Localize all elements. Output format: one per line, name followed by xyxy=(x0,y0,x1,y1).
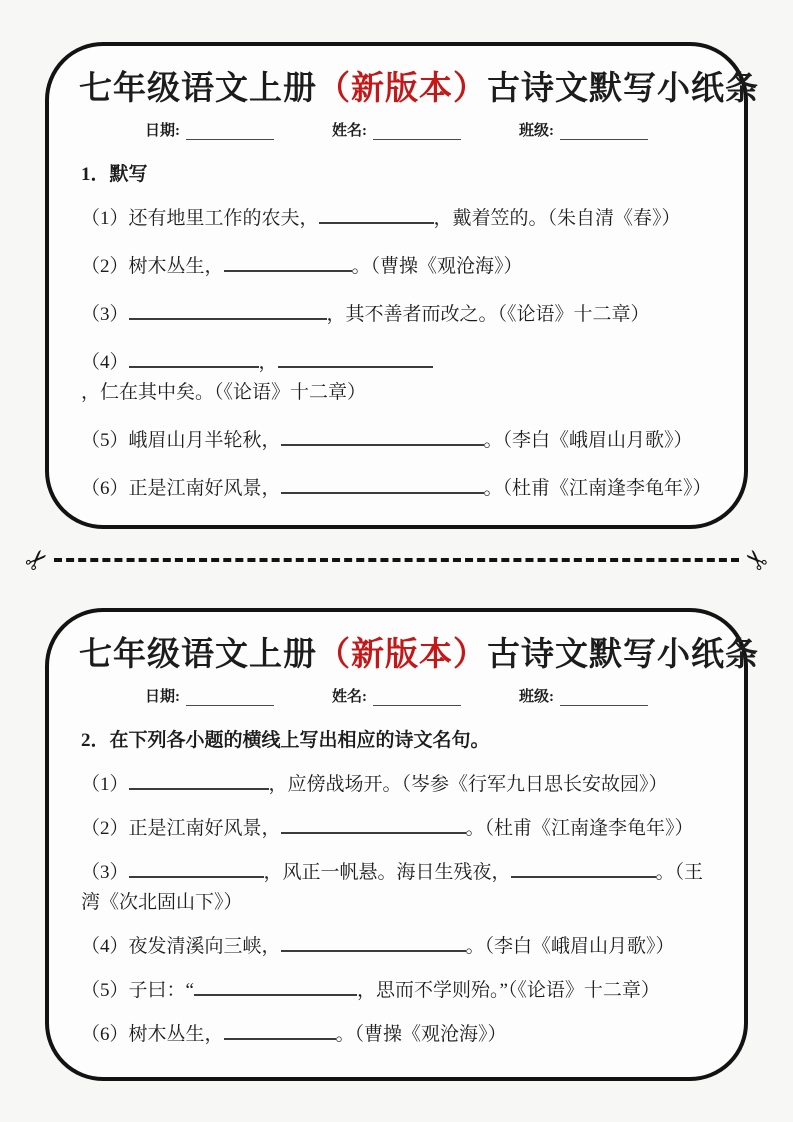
class-label: 班级: xyxy=(519,122,554,139)
question-text: （4）夜发清溪向三峡， xyxy=(81,935,281,957)
title-part-1: 七年级语文上册 xyxy=(79,71,317,107)
question-list-1 xyxy=(79,204,714,504)
date-field xyxy=(145,685,274,706)
section-title-2: 2．在下列各小题的横线上写出相应的诗文名句。 xyxy=(81,729,490,751)
question-text: （5）峨眉山月半轮秋， xyxy=(81,429,281,451)
worksheet-title xyxy=(79,636,759,676)
answer-blank xyxy=(281,815,466,834)
answer-blank xyxy=(281,933,466,952)
class-label: 班级: xyxy=(519,688,554,705)
title-part-edition: （新版本） xyxy=(317,637,487,673)
class-field xyxy=(519,119,648,140)
question-text: （1） xyxy=(81,773,129,795)
question-text: ，其不善者而改之。（《论语》十二章） xyxy=(326,303,650,325)
title-part-2: 古诗文默写小纸条 xyxy=(487,637,759,673)
question-text: （2）树木丛生， xyxy=(81,255,224,277)
question-line xyxy=(81,474,714,504)
question-text: （5）子曰：“ xyxy=(81,979,194,1001)
answer-blank xyxy=(319,205,434,224)
question-text: 。（王湾《次北固山下》） xyxy=(81,861,704,913)
answer-blank xyxy=(129,349,259,368)
answer-blank xyxy=(224,253,352,272)
question-line xyxy=(81,932,714,962)
name-field xyxy=(332,685,461,706)
question-line xyxy=(81,348,714,408)
question-text: （1）还有地里工作的农夫， xyxy=(81,207,319,229)
question-text: 。（杜甫《江南逢李龟年》） xyxy=(465,817,694,839)
question-list-2 xyxy=(79,770,714,1050)
question-line xyxy=(81,814,714,844)
question-text: ，思而不学则殆。”（《论语》十二章） xyxy=(356,979,660,1001)
class-field xyxy=(519,685,648,706)
date-blank-line xyxy=(186,124,274,140)
answer-blank xyxy=(129,771,269,790)
title-part-2: 古诗文默写小纸条 xyxy=(487,71,759,107)
question-text: 。（李白《峨眉山月歌》） xyxy=(483,429,693,451)
section-title-1: 1．默写 xyxy=(81,163,148,185)
question-text: ， xyxy=(258,351,278,373)
meta-row xyxy=(79,685,714,706)
name-blank-line xyxy=(373,124,461,140)
worksheet-card-2 xyxy=(45,608,759,1081)
name-label: 姓名: xyxy=(332,688,367,705)
question-text: ，仁在其中矣。（《论语》十二章） xyxy=(81,381,367,403)
answer-blank xyxy=(129,301,327,320)
question-text: ，戴着笠的。（朱自清《春》） xyxy=(433,207,681,229)
cut-divider xyxy=(18,541,775,579)
question-text: ，风正一帆悬。海日生残夜， xyxy=(263,861,511,883)
question-line xyxy=(81,770,714,800)
question-text: 。（曹操《观沧海》） xyxy=(335,1023,507,1045)
question-line xyxy=(81,858,714,918)
name-blank-line xyxy=(373,690,461,706)
scissors-icon: ✂ xyxy=(737,541,775,579)
question-text: （3） xyxy=(81,303,129,325)
question-text: （6）正是江南好风景， xyxy=(81,477,281,499)
question-text: 。（曹操《观沧海》） xyxy=(351,255,523,277)
question-line xyxy=(81,1020,714,1050)
question-text: （3） xyxy=(81,861,129,883)
class-blank-line xyxy=(560,690,648,706)
answer-blank xyxy=(129,859,264,878)
name-field xyxy=(332,119,461,140)
question-line xyxy=(81,976,714,1006)
worksheet-card-1 xyxy=(45,42,759,529)
answer-blank xyxy=(281,427,484,446)
dashed-cut-line xyxy=(54,558,740,562)
question-line xyxy=(81,252,714,282)
answer-blank xyxy=(281,475,484,494)
date-field xyxy=(145,119,274,140)
meta-row xyxy=(79,119,714,140)
name-label: 姓名: xyxy=(332,122,367,139)
question-text: （4） xyxy=(81,351,129,373)
question-text: ，应傍战场开。（岑参《行军九日思长安故园》） xyxy=(268,773,668,795)
worksheet-title xyxy=(79,70,759,110)
title-part-1: 七年级语文上册 xyxy=(79,637,317,673)
question-line xyxy=(81,204,714,234)
question-line xyxy=(81,300,714,330)
scissors-icon: ✂ xyxy=(18,541,56,579)
question-line xyxy=(81,426,714,456)
question-text: （6）树木丛生， xyxy=(81,1023,224,1045)
class-blank-line xyxy=(560,124,648,140)
answer-blank xyxy=(194,977,357,996)
date-label: 日期: xyxy=(145,122,180,139)
question-text: 。（李白《峨眉山月歌》） xyxy=(465,935,675,957)
question-text: （2）正是江南好风景， xyxy=(81,817,281,839)
date-blank-line xyxy=(186,690,274,706)
title-part-edition: （新版本） xyxy=(317,71,487,107)
answer-blank xyxy=(511,859,656,878)
date-label: 日期: xyxy=(145,688,180,705)
answer-blank xyxy=(278,349,433,368)
question-text: 。（杜甫《江南逢李龟年》） xyxy=(483,477,712,499)
answer-blank xyxy=(224,1021,336,1040)
